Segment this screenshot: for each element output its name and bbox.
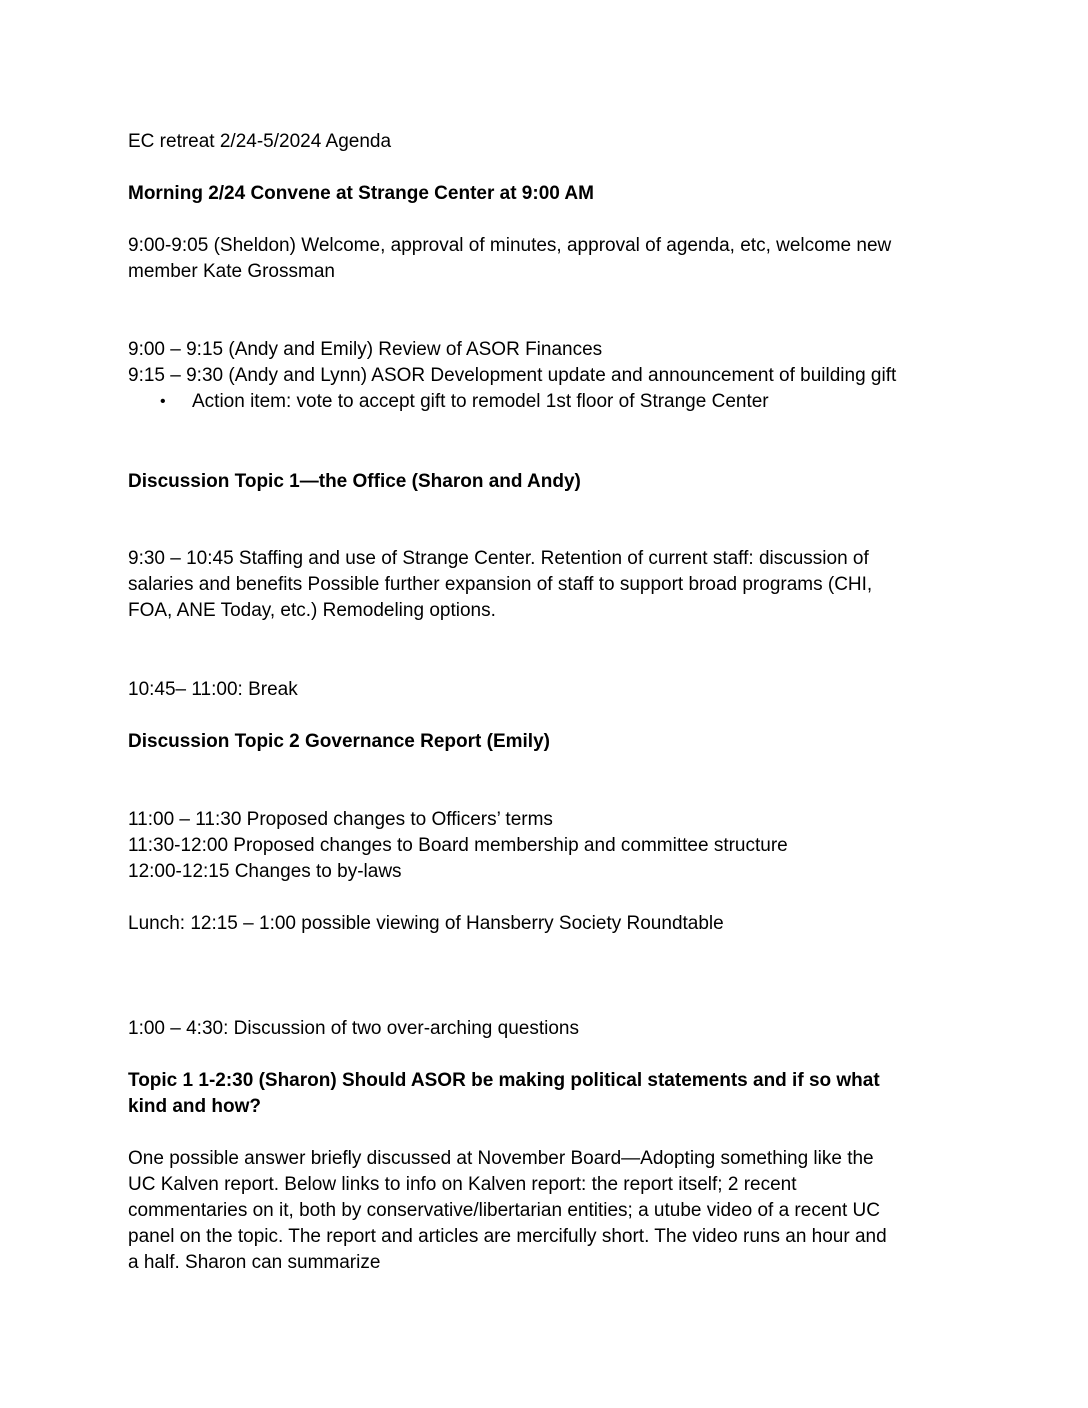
kalven-line-3: commentaries on it, both by conservative/libertarian entities; a utube video of a recent UC — [128, 1200, 880, 1221]
document-title: EC retreat 2/24-5/2024 Agenda — [128, 131, 392, 152]
finance-item: 9:00 – 9:15 (Andy and Emily) Review of ASOR Finances — [128, 339, 603, 360]
bullet-marker: • — [160, 393, 166, 410]
staffing-line-2: salaries and benefits Possible further expansion of staff to support broad programs (CHI, — [128, 574, 873, 595]
topic1-heading: Discussion Topic 1—the Office (Sharon and Andy) — [128, 471, 581, 492]
afternoon-line: 1:00 – 4:30: Discussion of two over-arching questions — [128, 1018, 579, 1039]
governance-item-bylaws: 12:00-12:15 Changes to by-laws — [128, 861, 402, 882]
lunch-line: Lunch: 12:15 – 1:00 possible viewing of Hansberry Society Roundtable — [128, 913, 724, 934]
kalven-line-1: One possible answer briefly discussed at November Board—Adopting something like the — [128, 1148, 874, 1169]
staffing-line-1: 9:30 – 10:45 Staffing and use of Strange Center. Retention of current staff: discussion of — [128, 548, 869, 569]
action-item: Action item: vote to accept gift to remodel 1st floor of Strange Center — [192, 391, 769, 412]
governance-item-board: 11:30-12:00 Proposed changes to Board membership and committee structure — [128, 835, 788, 856]
political-heading-line-1: Topic 1 1-2:30 (Sharon) Should ASOR be making political statements and if so what — [128, 1070, 880, 1091]
welcome-line-2: member Kate Grossman — [128, 261, 335, 282]
kalven-line-4: panel on the topic. The report and articles are mercifully short. The video runs an hour and — [128, 1226, 887, 1247]
welcome-line-1: 9:00-9:05 (Sheldon) Welcome, approval of minutes, approval of agenda, etc, welcome new — [128, 235, 892, 256]
morning-heading: Morning 2/24 Convene at Strange Center at 9:00 AM — [128, 183, 594, 204]
kalven-line-2: UC Kalven report. Below links to info on Kalven report: the report itself; 2 recent — [128, 1174, 797, 1195]
development-item: 9:15 – 9:30 (Andy and Lynn) ASOR Development update and announcement of building gift — [128, 365, 897, 386]
break-line: 10:45– 11:00: Break — [128, 679, 298, 700]
topic2-heading: Discussion Topic 2 Governance Report (Emily) — [128, 731, 550, 752]
kalven-line-5: a half. Sharon can summarize — [128, 1252, 381, 1273]
governance-item-terms: 11:00 – 11:30 Proposed changes to Officers’ terms — [128, 809, 553, 830]
political-heading-line-2: kind and how? — [128, 1096, 261, 1117]
staffing-line-3: FOA, ANE Today, etc.) Remodeling options. — [128, 600, 496, 621]
